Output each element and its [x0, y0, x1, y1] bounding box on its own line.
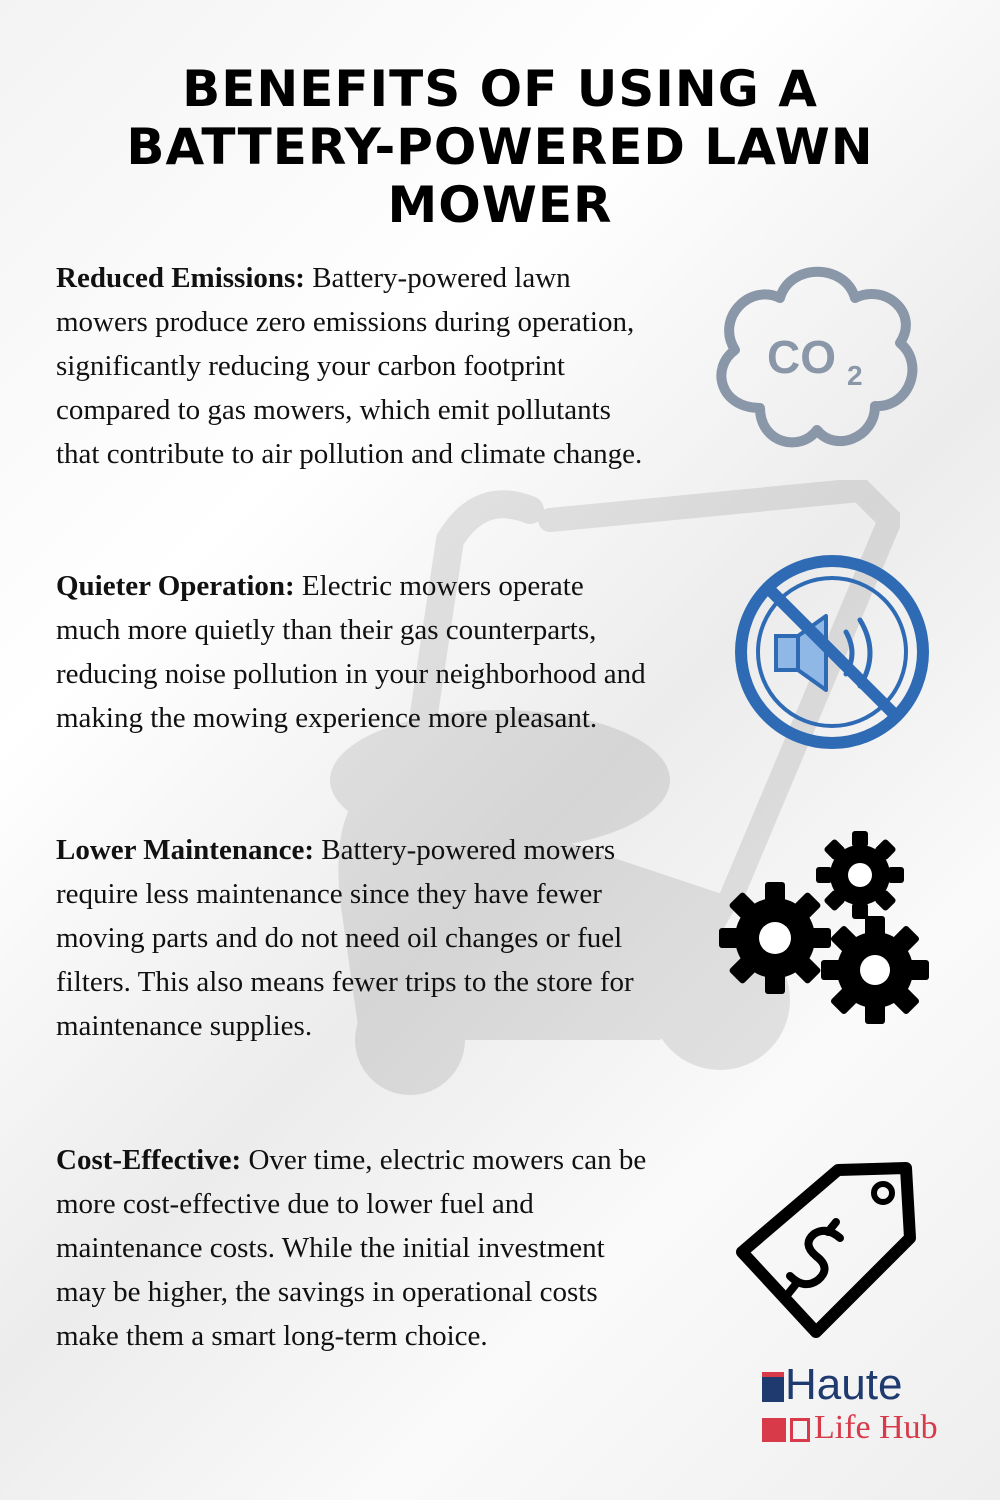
- section-quieter-operation: [56, 564, 651, 740]
- logo-blue-square-icon: [762, 1372, 784, 1402]
- logo-line1: Haute: [785, 1360, 903, 1409]
- section-heading: Quieter Operation:: [56, 570, 295, 602]
- section-body: Electric mowers operate much more quietly than their gas counterparts, reducing noise pollution in your neighborhood and making the mowing experience more pleasant.: [56, 570, 646, 734]
- page-title: BENEFITS OF USING A BATTERY-POWERED LAWN MOWER: [126, 60, 874, 234]
- logo-red-square-icon: [762, 1418, 786, 1442]
- section-lower-maintenance: [56, 828, 651, 1048]
- haute-life-hub-logo: [762, 1360, 962, 1470]
- section-reduced-emissions: [56, 256, 651, 476]
- section-cost-effective: [56, 1138, 651, 1358]
- logo-line2: Life Hub: [814, 1409, 938, 1446]
- section-heading: Lower Maintenance:: [56, 834, 314, 866]
- gears-icon: [715, 830, 935, 1030]
- section-body: Over time, electric mowers can be more cost-effective due to lower fuel and maintenance costs. While the initial investment may be higher, the savings in operational costs make them a smart long-term choice.: [56, 1144, 647, 1352]
- section-body: Battery-powered lawn mowers produce zero emissions during operation, significantly reducing your carbon footprint compared to gas mowers, which emit pollutants that contribute to air pollution and climate change.: [56, 262, 643, 470]
- section-heading: Reduced Emissions:: [56, 262, 305, 294]
- co2-cloud-icon: [705, 258, 925, 468]
- price-tag-icon: [728, 1160, 928, 1350]
- no-sound-icon: [730, 550, 935, 755]
- logo-line2-row: [762, 1408, 938, 1448]
- logo-line1-row: [762, 1360, 902, 1410]
- co2-label: CO: [767, 331, 836, 383]
- co2-subscript: 2: [847, 360, 863, 391]
- logo-outline-square-icon: [790, 1418, 810, 1442]
- section-body: Battery-powered mowers require less maintenance since they have fewer moving parts and do not need oil changes or fuel filters. This also means fewer trips to the store for maintenance supplies.: [56, 834, 634, 1042]
- section-heading: Cost-Effective:: [56, 1144, 242, 1176]
